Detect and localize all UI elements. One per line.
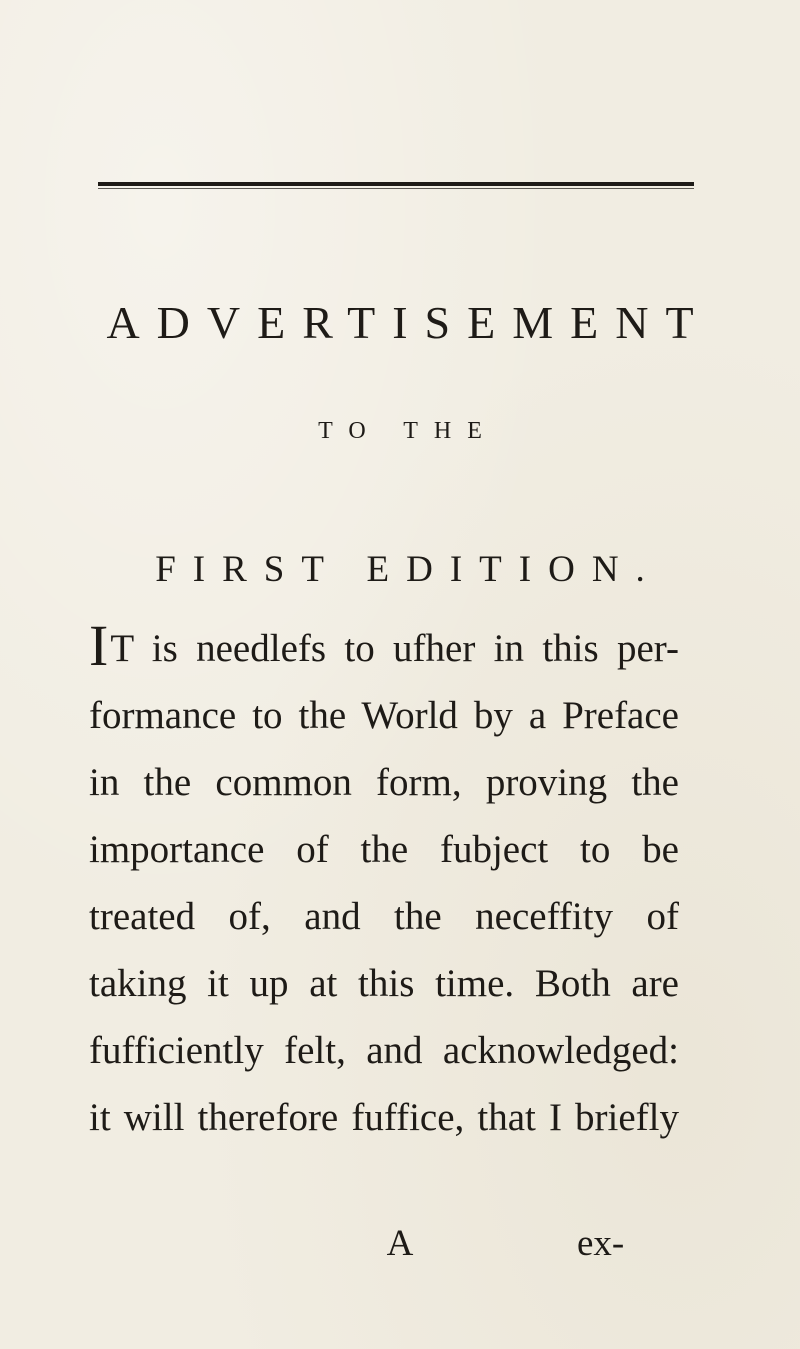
page-title: ADVERTISEMENT — [106, 297, 711, 348]
body-line-6: taking it up at this time. Both are — [89, 962, 679, 1005]
catchword: ex- — [577, 1223, 625, 1264]
signature-mark: A — [386, 1223, 414, 1264]
body-line-5: treated of, and the neceffity of — [89, 895, 679, 938]
drop-cap: I — [89, 613, 109, 678]
subtitle-to-the: TO THE — [318, 418, 498, 444]
body-line-2: formance to the World by a Preface — [89, 694, 679, 737]
body-paragraph — [89, 615, 679, 1151]
body-line-8: it will therefore fuffice, that I briefly — [89, 1096, 679, 1139]
body-line-1 — [89, 615, 679, 682]
body-line-4: importance of the fubject to be — [89, 828, 679, 871]
top-rule-secondary — [98, 188, 694, 189]
body-line-7: fufficiently felt, and acknowledged: — [89, 1029, 679, 1072]
body-line-3: in the common form, proving the — [89, 761, 679, 804]
subtitle-first-edition: FIRST EDITION. — [155, 549, 662, 590]
body-line-1-text: T is needlefs to ufher in this per- — [110, 627, 679, 670]
top-rule — [98, 182, 694, 186]
